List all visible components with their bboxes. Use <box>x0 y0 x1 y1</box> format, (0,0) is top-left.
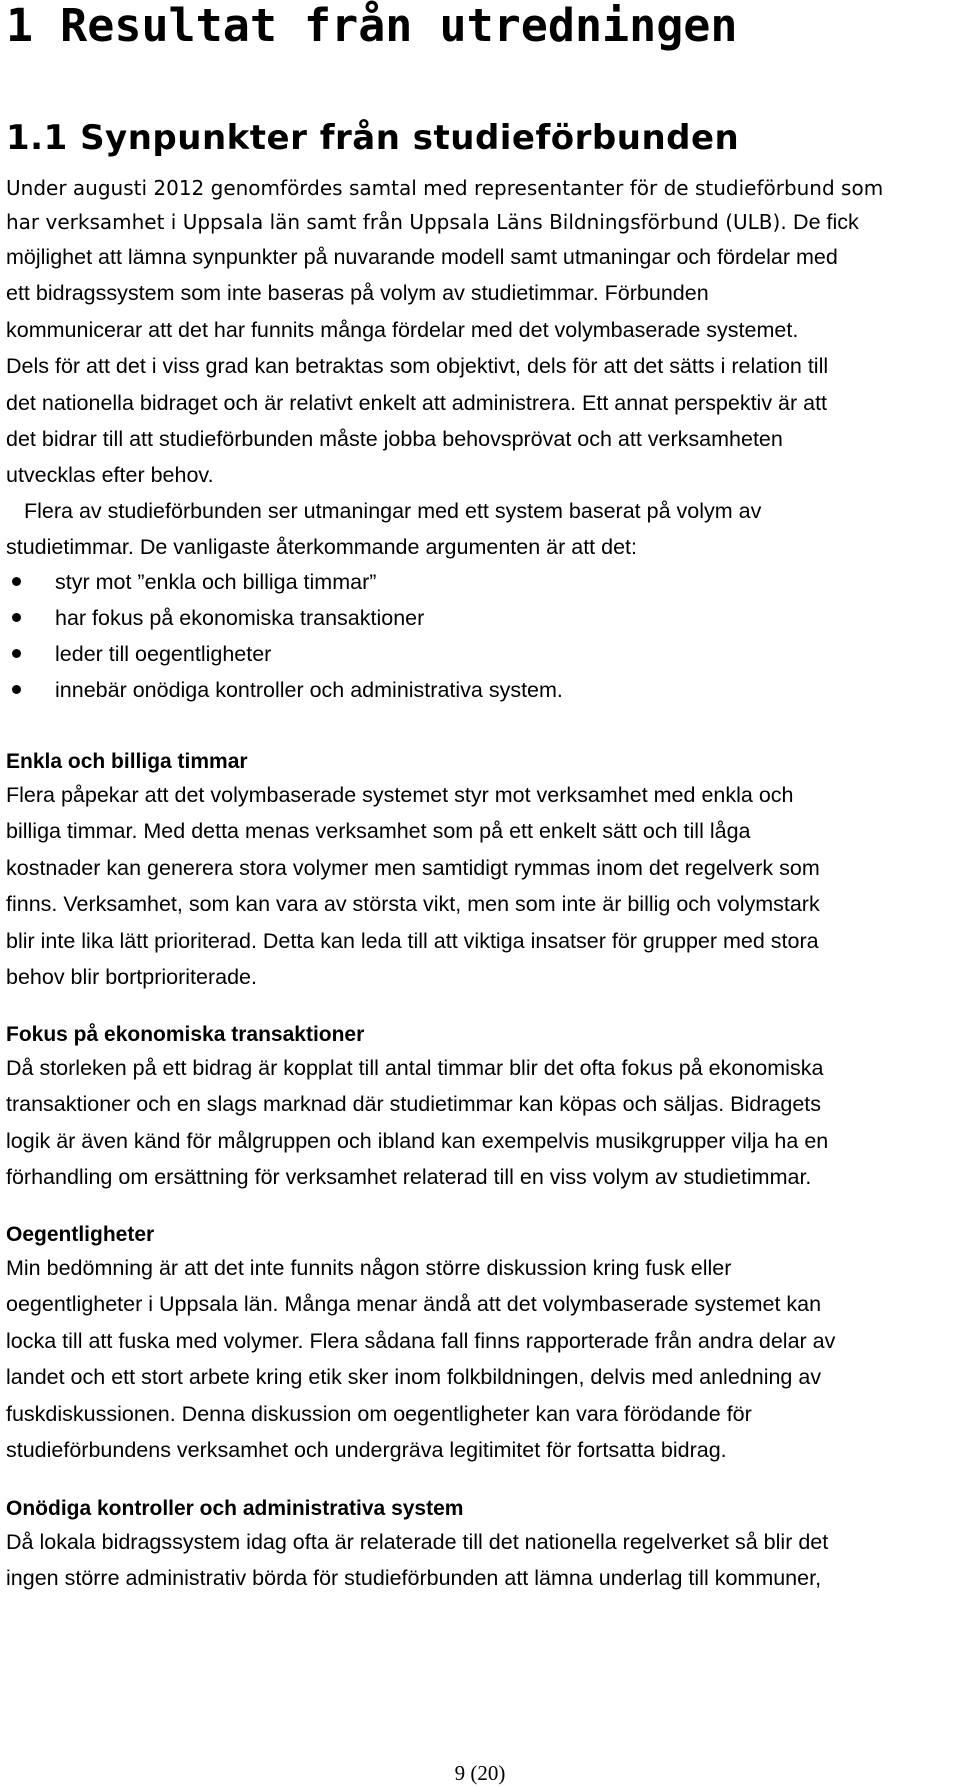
paragraph-line: behov blir bortprioriterade. <box>6 965 257 990</box>
paragraph-line: studieförbundens verksamhet och undergräva legitimitet för fortsatta bidrag. <box>6 1438 727 1463</box>
paragraph-line: fuskdiskussionen. Denna diskussion om oegentligheter kan vara förödande för <box>6 1401 752 1426</box>
paragraph-line: möjlighet att lämna synpunkter på nuvarande modell samt utmaningar och fördelar med <box>6 245 838 269</box>
list-item: styr mot ”enkla och billiga timmar” <box>0 564 950 600</box>
paragraph-line: det nationella bidraget och är relativt enkelt att administrera. Ett annat perspektiv är att <box>6 390 828 415</box>
intro-line: Under augusti 2012 genomfördes samtal med representanter för de studieförbund som <box>6 176 884 200</box>
paragraph-1 <box>6 239 956 494</box>
paragraph-line: det bidrar till att studieförbunden måste jobba behovsprövat och att verksamheten <box>6 427 783 452</box>
paragraph-line: Då storleken på ett bidrag är kopplat till antal timmar blir det ofta fokus på ekonomiska <box>6 1056 824 1080</box>
intro-paragraph <box>6 171 956 239</box>
paragraph-line: Då lokala bidragssystem idag ofta är relaterade till det nationella regelverket så blir det <box>6 1530 829 1554</box>
bullet-icon <box>12 685 21 694</box>
paragraph-line: locka till att fuska med volymer. Flera sådana fall finns rapporterade från andra delar av <box>6 1328 836 1353</box>
paragraph-line: ett bidragssystem som inte baseras på volym av studietimmar. Förbunden <box>6 281 709 306</box>
section-oegentligheter-text <box>6 1250 956 1468</box>
subheading-ekonomiska-transaktioner: Fokus på ekonomiska transaktioner <box>6 1023 365 1046</box>
bullet-icon <box>12 613 21 622</box>
paragraph-line: transaktioner och en slags marknad där studietimmar kan köpas och säljas. Bidragets <box>6 1092 822 1117</box>
section-enkla-timmar-text <box>6 777 956 995</box>
paragraph-line: kostnader kan generera stora volymer men samtidigt rymmas inom det regelverk som <box>6 855 820 880</box>
paragraph-line: Flera av studieförbunden ser utmaningar med ett system baserat på volym av <box>24 499 762 523</box>
paragraph-line: blir inte lika lätt prioriterad. Detta kan leda till att viktiga insatser för grupper med stora <box>6 928 819 953</box>
paragraph-line: Dels för att det i viss grad kan betraktas som objektivt, dels för att det sätts i relation till <box>6 354 829 379</box>
subheading-oegentligheter: Oegentligheter <box>6 1223 155 1246</box>
intro-line: har verksamhet i Uppsala län samt från Uppsala Läns Bildningsförbund (ULB). De fick <box>6 210 859 234</box>
paragraph-line: förhandling om ersättning för verksamhet relaterad till en viss volym av studietimmar. <box>6 1165 812 1190</box>
paragraph-line: landet och ett stort arbete kring etik sker inom folkbildningen, delvis med anledning av <box>6 1365 822 1390</box>
section-ekonomiska-transaktioner-text <box>6 1050 956 1196</box>
paragraph-line: logik är även känd för målgruppen och ibland kan exempelvis musikgrupper vilja ha en <box>6 1128 829 1153</box>
paragraph-line: studietimmar. De vanligaste återkommande argumenten är att det: <box>6 535 637 560</box>
argument-list <box>0 564 950 708</box>
subheading-enkla-timmar: Enkla och billiga timmar <box>6 750 248 773</box>
list-item: innebär onödiga kontroller och administrativa system. <box>0 672 950 708</box>
paragraph-line: kommunicerar att det har funnits många fördelar med det volymbaserade systemet. <box>6 317 799 342</box>
section-onodiga-kontroller-text <box>6 1524 956 1597</box>
chapter-heading: 1 Resultat från utredningen <box>6 0 738 52</box>
list-item: har fokus på ekonomiska transaktioner <box>0 600 950 636</box>
subheading-onodiga-kontroller: Onödiga kontroller och administrativa system <box>6 1497 464 1520</box>
paragraph-line: ingen större administrativ börda för studieförbunden att lämna underlag till kommuner, <box>6 1566 822 1591</box>
paragraph-line: Min bedömning är att det inte funnits någon större diskussion kring fusk eller <box>6 1256 732 1280</box>
paragraph-line: finns. Verksamhet, som kan vara av största vikt, men som inte är billig och volymstark <box>6 892 820 917</box>
paragraph-2 <box>6 493 956 566</box>
page-number: 9 (20) <box>454 1761 506 1785</box>
list-item: leder till oegentligheter <box>0 636 950 672</box>
intro-line-continuation: De fick <box>793 210 859 234</box>
section-heading: 1.1 Synpunkter från studieförbunden <box>6 118 740 158</box>
bullet-icon <box>12 577 21 586</box>
paragraph-line: billiga timmar. Med detta menas verksamhet som på ett enkelt sätt och till låga <box>6 819 751 844</box>
bullet-icon <box>12 649 21 658</box>
paragraph-line: oegentligheter i Uppsala län. Många menar ändå att det volymbaserade systemet kan <box>6 1292 822 1317</box>
paragraph-line: Flera påpekar att det volymbaserade systemet styr mot verksamhet med enkla och <box>6 783 794 807</box>
paragraph-line: utvecklas efter behov. <box>6 463 214 488</box>
